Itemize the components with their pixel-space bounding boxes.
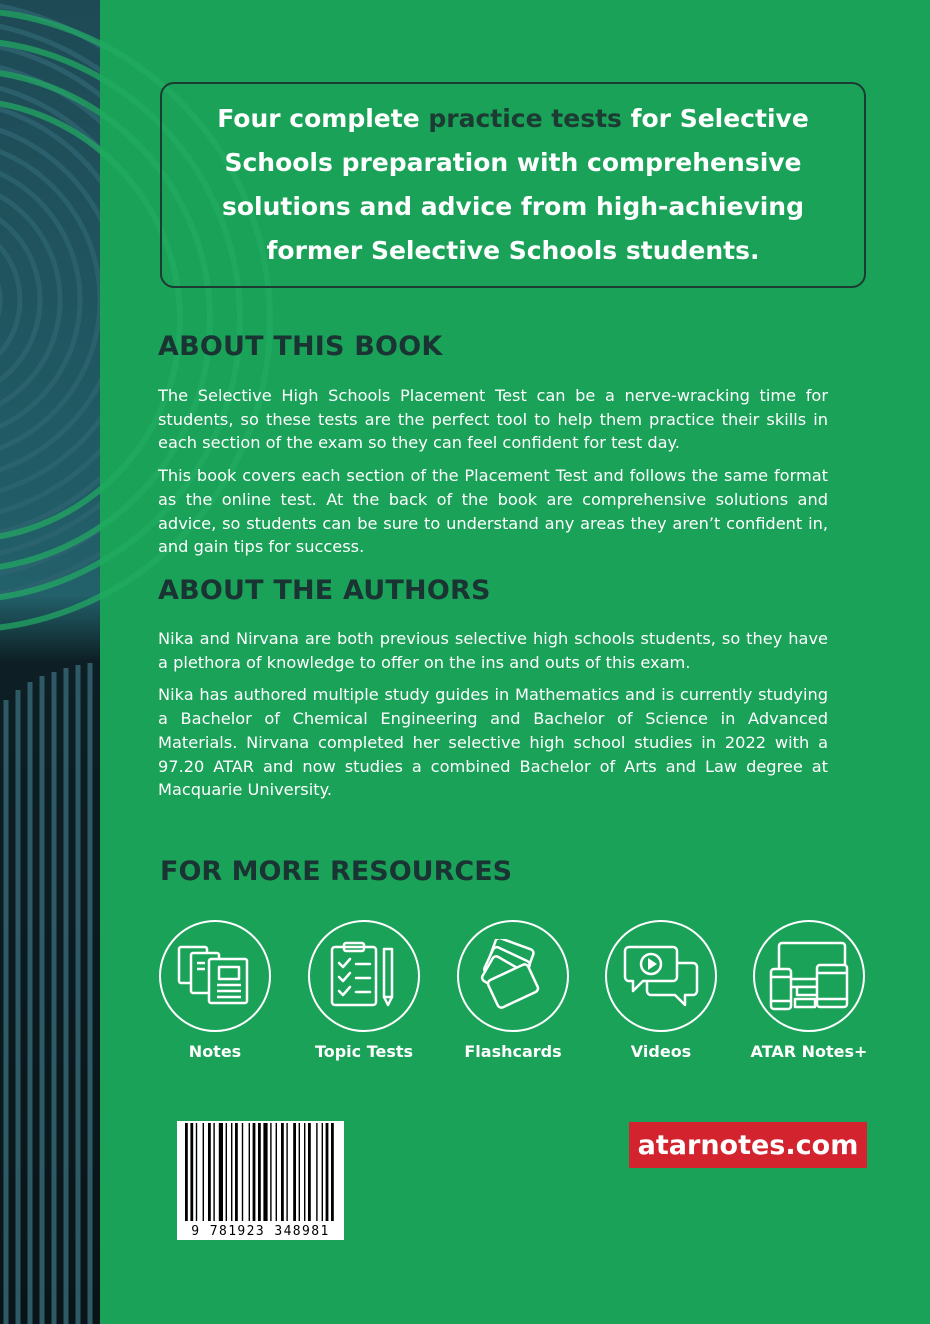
about-book-paragraph-1: The Selective High Schools Placement Test can be a nerve-wracking time for students, so these tests are the perfect tool to help them practice their skills in each section of the exam so they can feel confident for test day. [158,386,828,453]
barcode-bar [276,1123,277,1221]
notes-icon-circle [159,920,271,1032]
notes-icon [175,941,255,1011]
barcode-bar [281,1123,284,1221]
barcode-bar [322,1123,323,1221]
isbn-barcode [177,1121,344,1240]
barcode-bar [203,1123,204,1221]
barcode-bar [226,1123,227,1221]
about-authors-heading: ABOUT THE AUTHORS [158,575,491,606]
barcode-bar [231,1123,232,1221]
barcode-bar [258,1123,261,1221]
video-chat-icon-circle [605,920,717,1032]
barcode-bar [326,1123,329,1221]
intro-callout-text [162,97,864,273]
callout-text-start: Four complete [217,104,429,133]
resource-notes [140,920,290,1061]
barcode-bar [293,1123,296,1221]
about-authors-paragraph-1: Nika and Nirvana are both previous selective high schools students, so they have a plethora of knowledge to offer on the ins and outs of this exam. [158,629,828,672]
barcode-bar [219,1123,223,1221]
resource-topic-tests [289,920,439,1061]
barcode-bar [286,1123,287,1221]
checklist-icon-circle [308,920,420,1032]
resource-label-topic-tests: Topic Tests [314,1042,414,1061]
flashcards-icon-circle [457,920,569,1032]
callout-highlight: practice tests [428,104,622,133]
barcode-bar [242,1123,243,1221]
barcode-bar [196,1123,197,1221]
resource-flashcards [438,920,588,1061]
video-chat-icon [621,941,701,1011]
barcode-bar [308,1123,311,1221]
resources-heading: FOR MORE RESOURCES [160,856,513,887]
intro-callout-box [160,82,866,288]
left-decorative-strip [0,0,100,1324]
about-book-body [158,384,828,568]
barcode-bar [316,1123,317,1221]
devices-icon [767,939,851,1013]
about-authors-body [158,627,828,811]
website-link[interactable]: atarnotes.com [629,1122,867,1168]
barcode-bar [190,1123,193,1221]
resource-label-atar-notes-plus: ATAR Notes+ [750,1042,868,1061]
about-book-paragraph-2: This book covers each section of the Placement Test and follows the same format as the online test. At the back of the book are comprehensive solutions and advice, so students can be sure to understand any areas they aren’t confident in, and gain tips for success. [158,466,828,557]
barcode-bar [263,1123,267,1221]
about-authors-paragraph-2: Nika has authored multiple study guides in Mathematics and is currently studying a Bachelor of Chemical Engineering and Bachelor of Science in Advanced Materials. Nirvana completed her selective high school studies in 2022 with a 97.20 ATAR and now studies a combined Bachelor of Arts and Law degree at Macquarie University. [158,685,828,800]
barcode-bar [253,1123,256,1221]
checklist-icon [326,941,402,1011]
barcode-bar [299,1123,300,1221]
resource-label-notes: Notes [188,1042,242,1061]
barcode-bar [235,1123,238,1221]
resource-label-videos: Videos [630,1042,692,1061]
devices-icon-circle [753,920,865,1032]
barcode-bar [270,1123,271,1221]
resource-label-flashcards: Flashcards [464,1042,562,1061]
barcode-bar [208,1123,211,1221]
flashcards-icon [473,939,553,1013]
barcode-bar [249,1123,250,1221]
barcode-bar [331,1123,334,1221]
barcode-bars [177,1121,344,1225]
strip-pattern [0,0,100,1324]
about-book-heading: ABOUT THIS BOOK [158,331,443,362]
resource-atar-notes-plus [734,920,884,1061]
callout-text-end: for Selective Schools preparation with comprehensive solutions and advice from high-achieving former Selective Schools students. [221,104,809,265]
barcode-bar [304,1123,305,1221]
resource-videos [586,920,736,1061]
barcode-bar [185,1123,188,1221]
isbn-number: 9 781923 348981 [191,1224,330,1239]
barcode-bar [213,1123,214,1221]
